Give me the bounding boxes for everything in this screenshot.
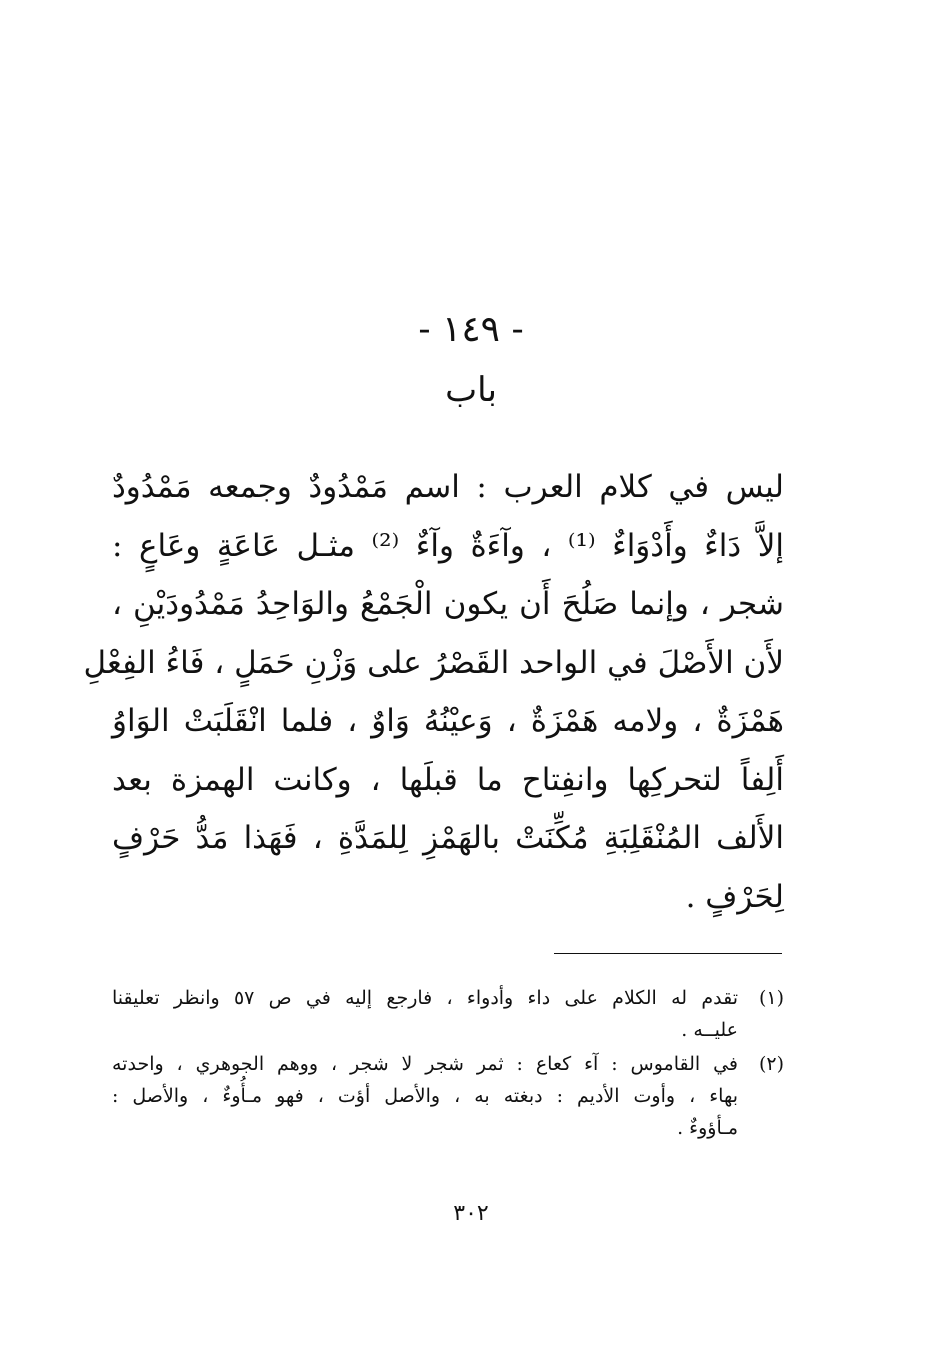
body-paragraph <box>83 458 785 926</box>
footnote-marker: (١) <box>758 987 784 1009</box>
footnote-line: بهاء ، وأوت الأديم : دبغته به ، والأصل أؤت ، فهو مـأُوءٌ ، والأصل : <box>112 1085 738 1107</box>
page-number: ٣٠٢ <box>453 1201 489 1226</box>
body-line: أَلِفاً لتحركِها وانفِتاح ما قبلَها ، وكانت الهمزة بعد <box>112 761 784 798</box>
footnote-divider <box>554 953 782 954</box>
chapter-number: - ١٤٩ - <box>418 309 524 350</box>
body-line: ليس في كلام العرب : اسم مَمْدُودٌ وجمعه مَمْدُودٌ <box>112 469 784 505</box>
footnote-line: عليــه . <box>681 1019 738 1041</box>
footnote-1 <box>112 982 784 1046</box>
footnote-2 <box>112 1048 784 1144</box>
body-line: لِحَرْفٍ . <box>685 878 784 915</box>
body-line: هَمْزَةٌ ، ولامه هَمْزَةٌ ، وَعيْنُهُ وَاوٌ ، فلما انْقَلَبَتْ الوَاوُ <box>112 703 784 739</box>
body-line: الأَلف المُنْقَلِبَةِ مُكِّنَتْ بالهَمْزِ لِلمَدَّةِ ، فَهَذا مَدُّ حَرْفٍ <box>112 820 784 856</box>
footnote-line: في القاموس : آء كعاع : ثمر شجر لا شجر ، ووهم الجوهري ، واحدته <box>112 1053 738 1075</box>
body-line: لأَن الأَصْلَ في الواحد القَصْرُ على وَزْنِ حَمَلٍ ، فَاءُ الفِعْلِ <box>83 644 784 681</box>
chapter-title: باب <box>445 370 497 410</box>
footnotes-section <box>112 982 784 1146</box>
body-line: شجر ، وإنما صَلُحَ أَن يكون الْجَمْعُ والوَاحِدُ مَمْدُودَيْنِ ، <box>112 586 784 622</box>
body-line: إلاَّ دَاءٌ وأَدْوَاءٌ ⁽¹⁾ ، وآءَةٌ وآءٌ ⁽²⁾ مثـل عَاعَةٍ وعَاعٍ : <box>112 527 785 564</box>
footnote-line: تقدم له الكلام على داء وأدواء ، فارجع إليه في ص ٥٧ وانظر تعليقنا <box>112 987 738 1009</box>
footnote-line: مـأؤوءٌ . <box>677 1117 738 1139</box>
footnote-marker: (٢) <box>758 1053 784 1075</box>
